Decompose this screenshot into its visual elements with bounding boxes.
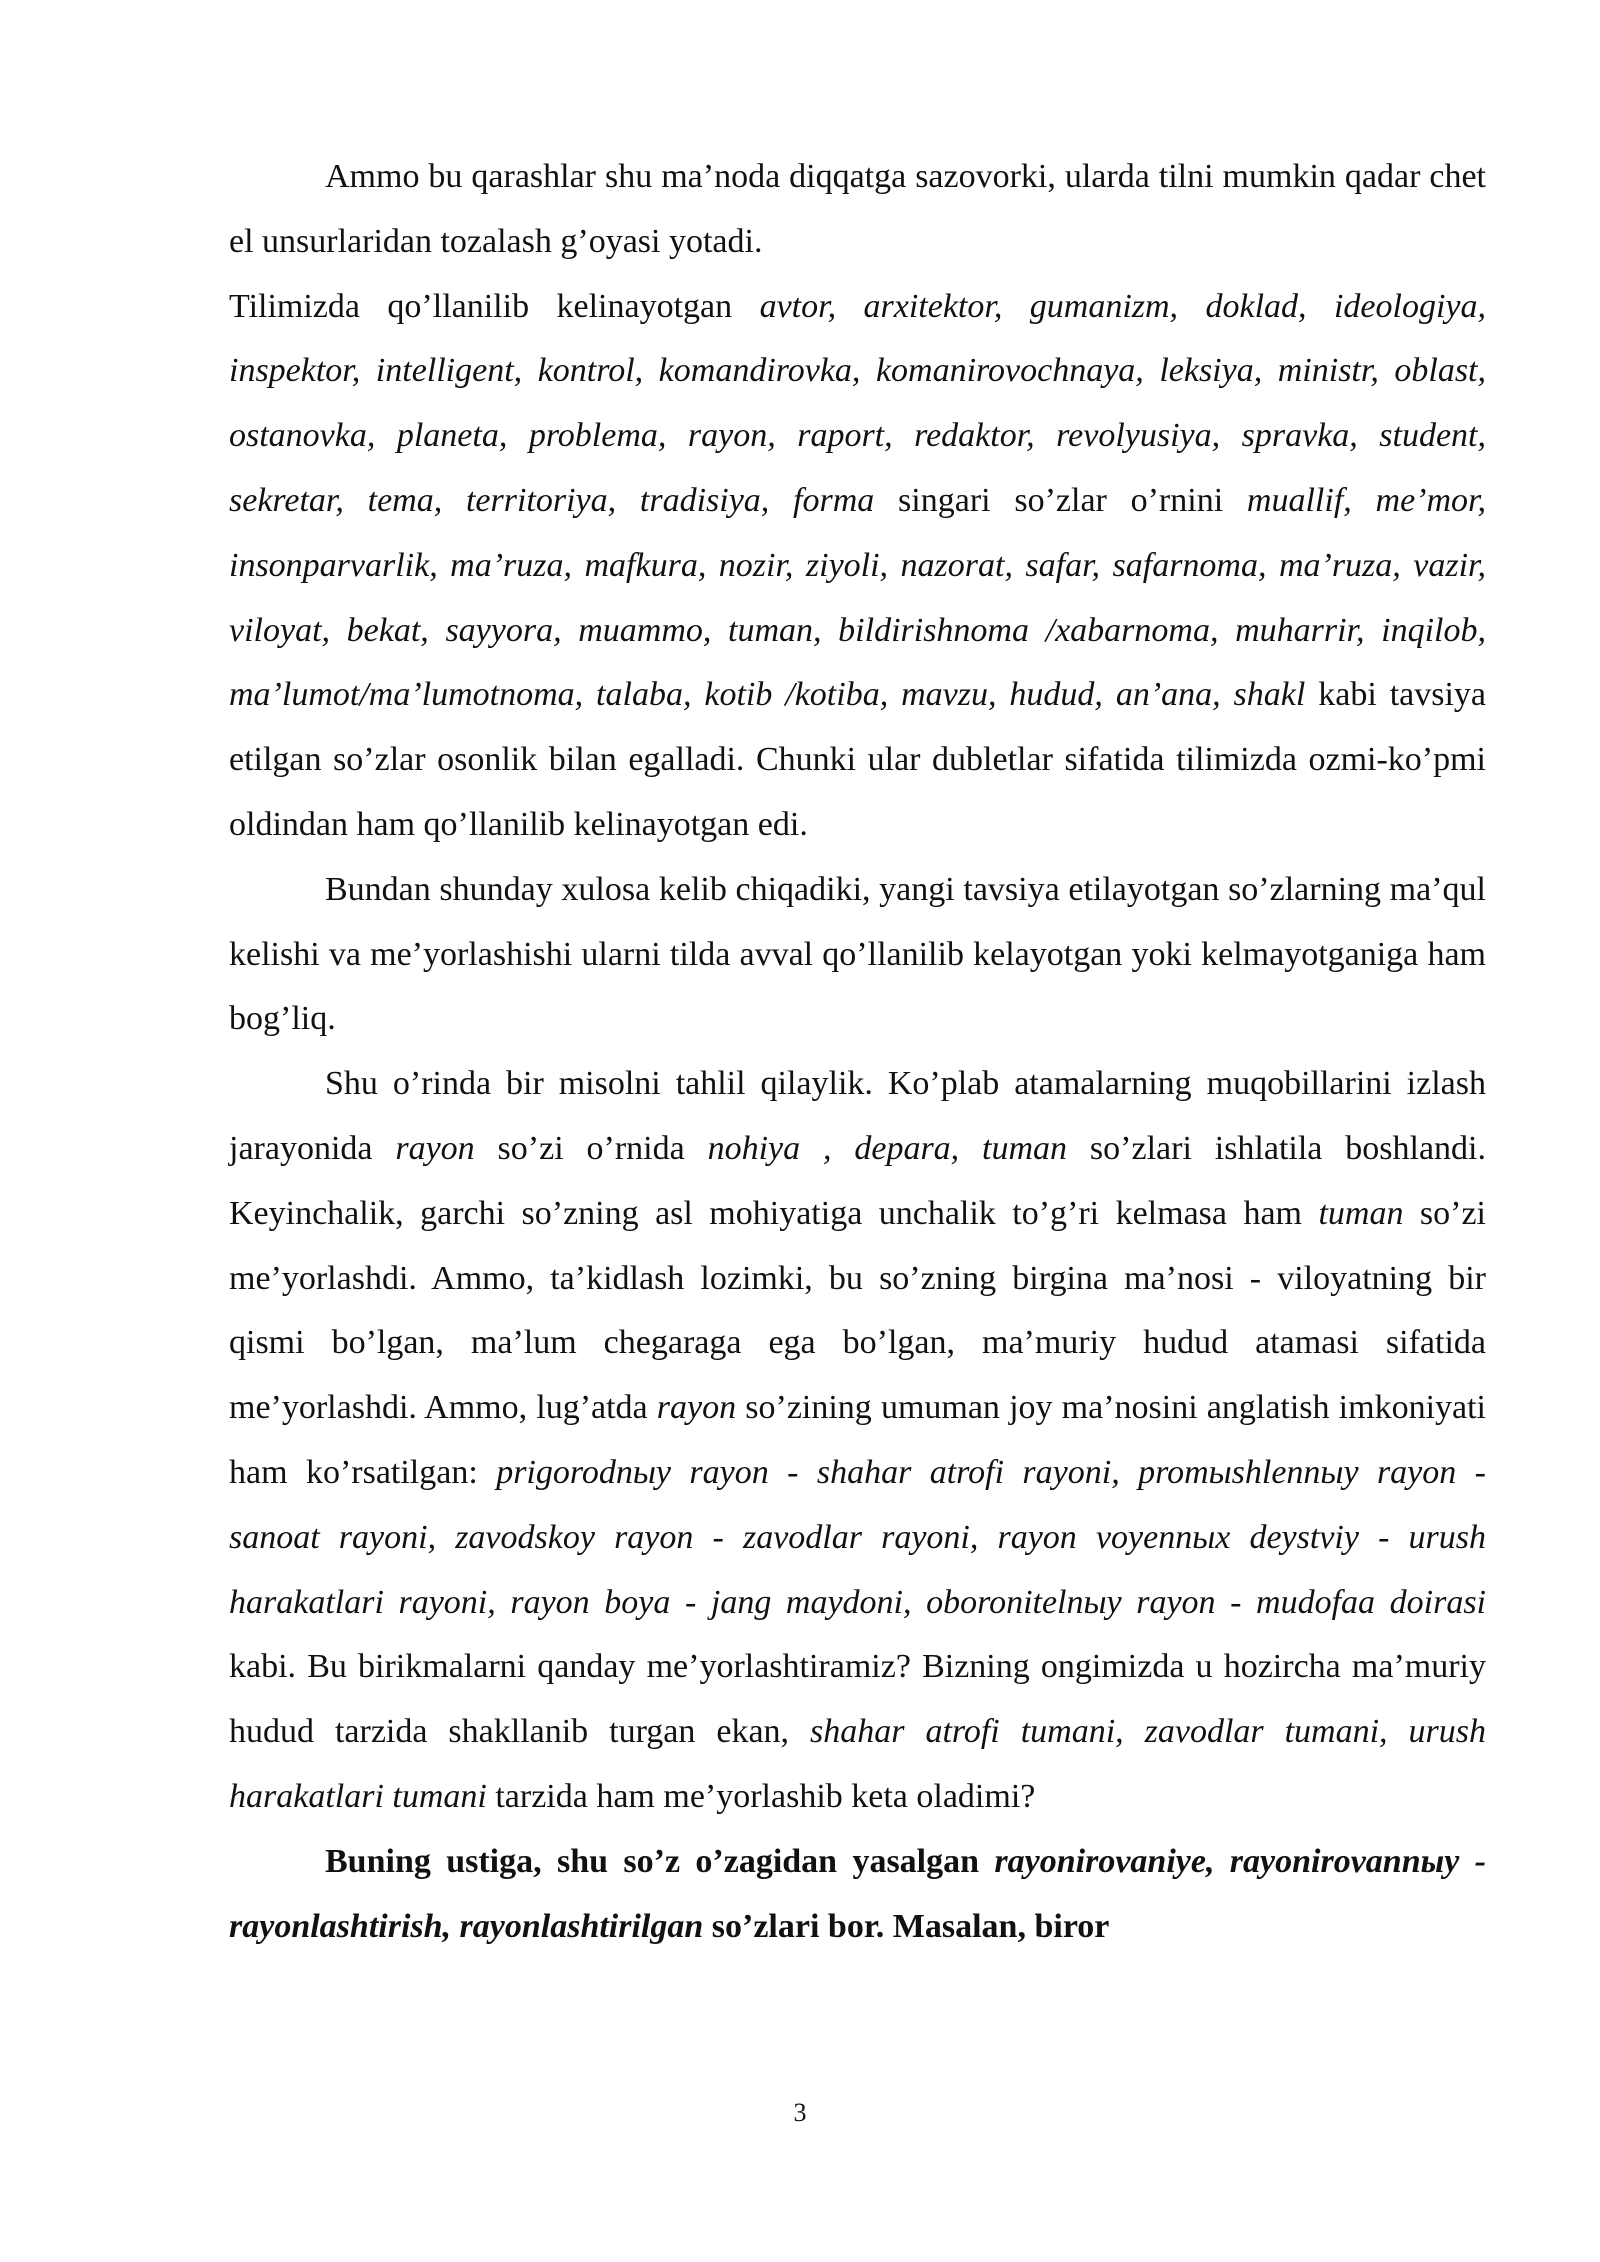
text-run: so’zi o’rnida — [474, 1129, 708, 1167]
italic-term-run: shahar atrofi tumani, zavodlar tumani, urush harakatlari tumani — [229, 1713, 1486, 1815]
body-text — [229, 145, 1486, 1959]
paragraph — [229, 275, 1486, 858]
text-run: so’zlari ishlatila boshlandi. Keyinchalik, garchi so’zning asl mohiyatiga unchalik to’g’ri kelmasa ham — [229, 1129, 1486, 1232]
text-run: Ammo bu qarashlar shu ma’noda diqqatga sazovorki, ularda tilni mumkin qadar chet el unsurlaridan tozalash g’oyasi yotadi. — [229, 158, 1486, 260]
text-run: Bundan shunday xulosa kelib chiqadiki, yangi tavsiya etilayotgan so’zlarning ma’qul kelishi va me’yorlashishi ularni tilda avval qo’llanilib kelayotgan yoki kelmayotganiga ham bog’liq. — [229, 870, 1486, 1038]
italic-term-run: muallif, me’mor, insonparvarlik, ma’ruza, mafkura, nozir, ziyoli, nazorat, safar, safarnoma, ma’ruza, vazir, viloyat, bekat, sayyora, muammo, tuman, bildirishnoma /xabarnoma, muharrir, inqilob, ma’lumot/ma’lumotnoma, talaba, kotib /kotiba, mavzu, hudud, an’ana, shakl — [229, 481, 1487, 714]
text-run: so’zlari bor. Masalan, biror — [703, 1907, 1110, 1945]
italic-term-run: nohiya , depara, tuman — [707, 1129, 1068, 1167]
italic-term-run: rayon — [656, 1389, 737, 1427]
text-run: Buning ustiga, shu so’z o’zagidan yasalgan — [325, 1842, 995, 1880]
text-run: tarzida ham me’yorlashib keta oladimi? — [486, 1777, 1036, 1815]
text-run: Shu o’rinda bir misolni tahlil qilaylik. Ko’plab atamalarning muqobillarini izlash jarayonida — [229, 1065, 1486, 1167]
text-run: kabi tavsiya etilgan so’zlar osonlik bilan egalladi. Chunki ular dubletlar sifatida tilimizda ozmi-ko’pmi oldindan ham qo’llanilib kelinayotgan edi. — [229, 676, 1487, 843]
text-run: Tilimizda qo’llanilib kelinayotgan — [229, 287, 760, 325]
italic-term-run: rayon — [395, 1129, 475, 1167]
italic-term-run: tuman — [1318, 1194, 1404, 1232]
italic-term-run: avtor, arxitektor, gumanizm, doklad, ideologiya, inspektor, intelligent, kontrol, komandirovka, komanirovochnaya, leksiya, ministr, oblast, ostanovka, planeta, problema, rayon, raport, redaktor, revolyusiya, spravka, student, sekretar, tema, territoriya, tradisiya, forma — [229, 287, 1486, 519]
text-run: so’zining umuman joy ma’nosini anglatish imkoniyati ham ko’rsatilgan: — [229, 1389, 1486, 1491]
text-run: singari so’zlar o’rnini — [874, 481, 1247, 519]
paragraph — [229, 858, 1486, 1052]
page-number: 3 — [793, 2098, 807, 2127]
text-run: kabi. Bu birikmalarni qanday me’yorlashtiramiz? Bizning ongimizda u hozircha ma’muriy hudud tarzida shakllanib turgan ekan, — [229, 1648, 1486, 1751]
italic-term-run: prigorodnыy rayon - shahar atrofi rayoni, promыshlennыy rayon - sanoat rayoni, zavodskoy rayon - zavodlar rayoni, rayon voyennыx deystviy - urush harakatlari rayoni, rayon boya - jang maydoni, oboronitelnыy rayon - mudofaa doirasi — [229, 1453, 1486, 1621]
paragraph — [229, 145, 1486, 275]
paragraph — [229, 1052, 1486, 1830]
italic-term-run: rayonirovaniye, rayonirovannыy - rayonlashtirish, rayonlashtirilgan — [229, 1842, 1486, 1945]
text-run: so’zi me’yorlashdi. Ammo, ta’kidlash lozimki, bu so’zning birgina ma’nosi - viloyatning bir qismi bo’lgan, ma’lum chegaraga ega bo’lgan, ma’muriy hudud atamasi sifatida me’yorlashdi. Ammo, lug’atda — [229, 1194, 1487, 1427]
paragraph — [229, 1830, 1486, 1960]
